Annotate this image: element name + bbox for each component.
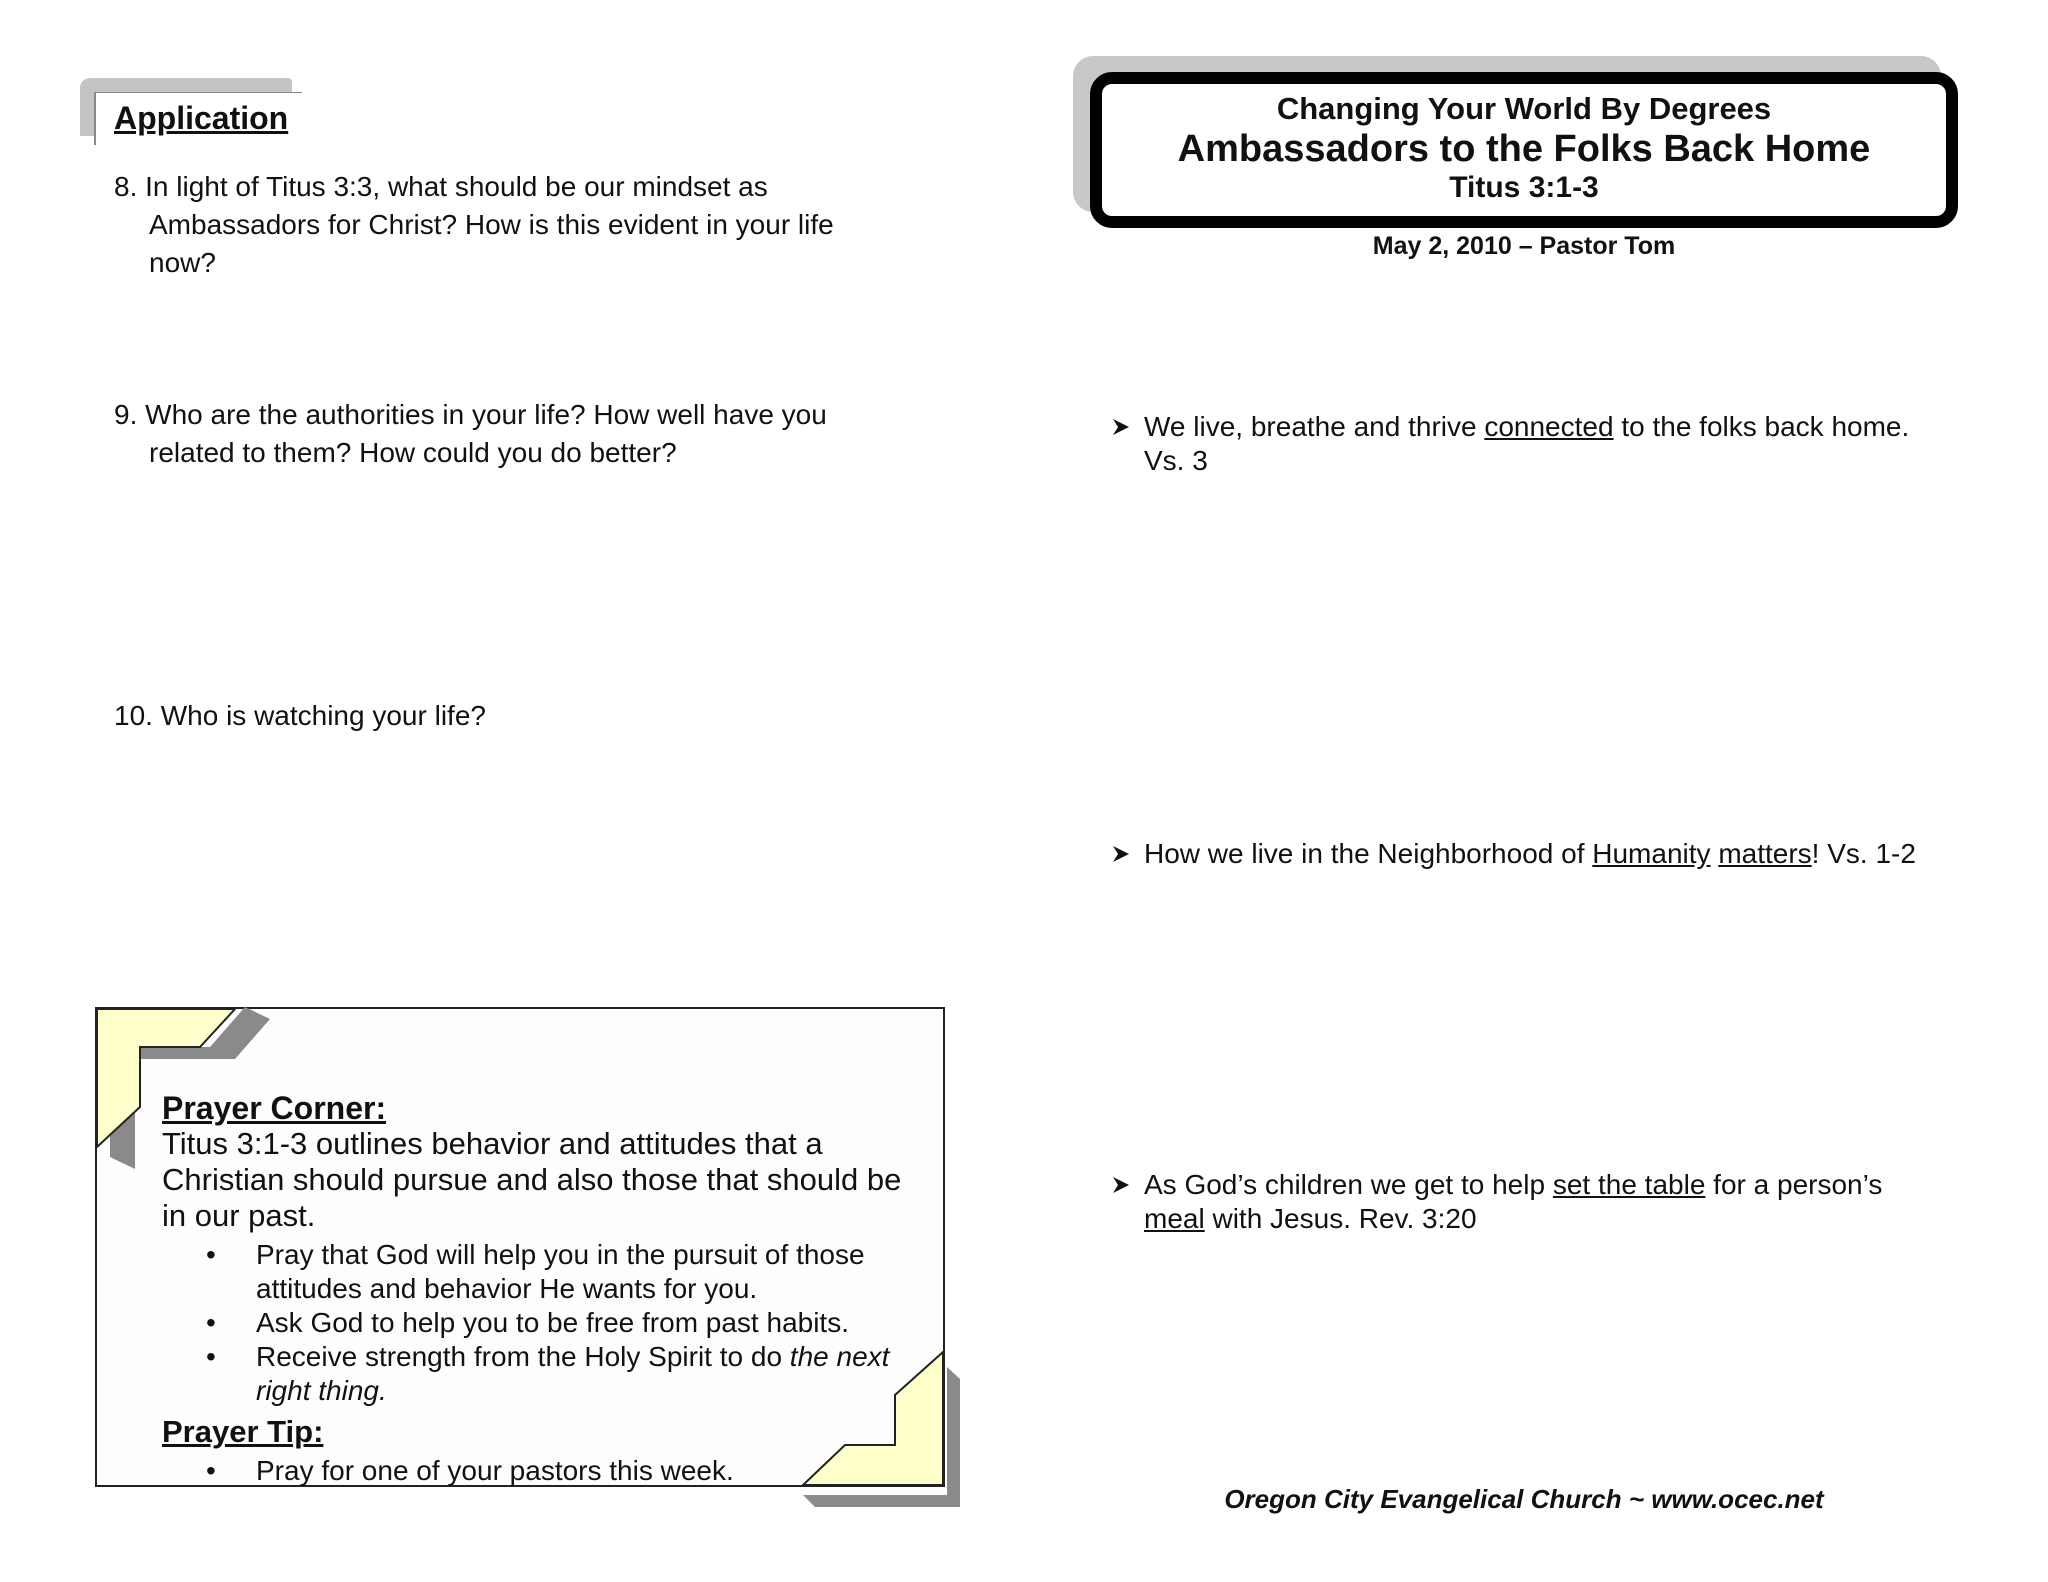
arrowhead-icon	[1108, 843, 1134, 865]
prayer-corner-intro: Titus 3:1-3 outlines behavior and attitudes that a Christian should pursue and also those that should be in our past.	[162, 1126, 902, 1233]
scripture-reference: Titus 3:1-3	[1449, 171, 1599, 204]
church-footer: Oregon City Evangelical Church ~ www.ocec.net	[1224, 1484, 1824, 1514]
sermon-point-2	[1108, 837, 1948, 871]
sermon-title: Ambassadors to the Folks Back Home	[1177, 128, 1871, 170]
arrowhead-icon	[1108, 1174, 1134, 1196]
question-text-line1: Who is watching your life?	[160, 700, 486, 731]
title-block	[1090, 90, 1958, 206]
question-text-line1: Who are the authorities in your life? How well have you	[145, 399, 827, 430]
point-text-part: with Jesus. Rev. 3:20	[1204, 1203, 1477, 1234]
point-text-part: As God’s children we get to help	[1144, 1169, 1553, 1200]
question-number: 8.	[114, 171, 138, 202]
prayer-corner-content	[162, 1090, 922, 1494]
fill-in-blank: connected	[1484, 411, 1614, 442]
point-text	[1144, 837, 1948, 871]
list-item-text: Receive strength from the Holy Spirit to do	[256, 1341, 790, 1372]
series-title: Changing Your World By Degrees	[1276, 91, 1772, 126]
arrowhead-icon	[1108, 416, 1134, 438]
question-10	[114, 697, 874, 735]
question-9	[114, 396, 874, 472]
prayer-tip-heading: Prayer Tip:	[162, 1414, 324, 1449]
question-number: 9.	[114, 399, 138, 430]
sermon-point-3	[1108, 1168, 1948, 1236]
fill-in-blank: meal	[1144, 1203, 1205, 1234]
fill-in-blank: matters	[1718, 838, 1812, 869]
fill-in-blank: Humanity	[1592, 838, 1711, 869]
point-text	[1144, 1168, 1948, 1236]
question-text-rest: related to them? How could you do better?	[149, 437, 677, 468]
list-item-italic-text: the next right thing.	[256, 1341, 890, 1406]
list-item: • Ask God to help you to be free from past habits.	[162, 1306, 922, 1340]
prayer-corner-list	[162, 1238, 922, 1408]
question-text-line1: In light of Titus 3:3, what should be our mindset as	[145, 171, 768, 202]
sermon-point-1	[1108, 410, 1948, 478]
prayer-tip-list	[162, 1454, 922, 1488]
question-number: 10.	[114, 700, 153, 731]
list-item: • Pray for one of your pastors this week.	[162, 1454, 922, 1488]
list-item: • Pray that God will help you in the pursuit of those attitudes and behavior He wants for you.	[162, 1238, 922, 1306]
question-text-rest: Ambassadors for Christ? How is this evident in your life now?	[149, 209, 834, 278]
point-text-part: ! Vs. 1-2	[1811, 838, 1916, 869]
point-text-part: How we live in the Neighborhood of	[1144, 838, 1593, 869]
question-8	[114, 168, 874, 282]
fill-in-blank: set the table	[1552, 1169, 1706, 1200]
prayer-corner-heading: Prayer Corner:	[162, 1090, 387, 1126]
date-line: May 2, 2010 – Pastor Tom	[1372, 232, 1676, 260]
point-text-part: to the folks back home. Vs. 3	[1144, 411, 1910, 476]
list-item	[162, 1340, 922, 1408]
point-text	[1144, 410, 1948, 478]
application-heading: Application	[114, 100, 289, 136]
point-text-part: for a person’s	[1705, 1169, 1883, 1200]
point-text-part: We live, breathe and thrive	[1144, 411, 1485, 442]
